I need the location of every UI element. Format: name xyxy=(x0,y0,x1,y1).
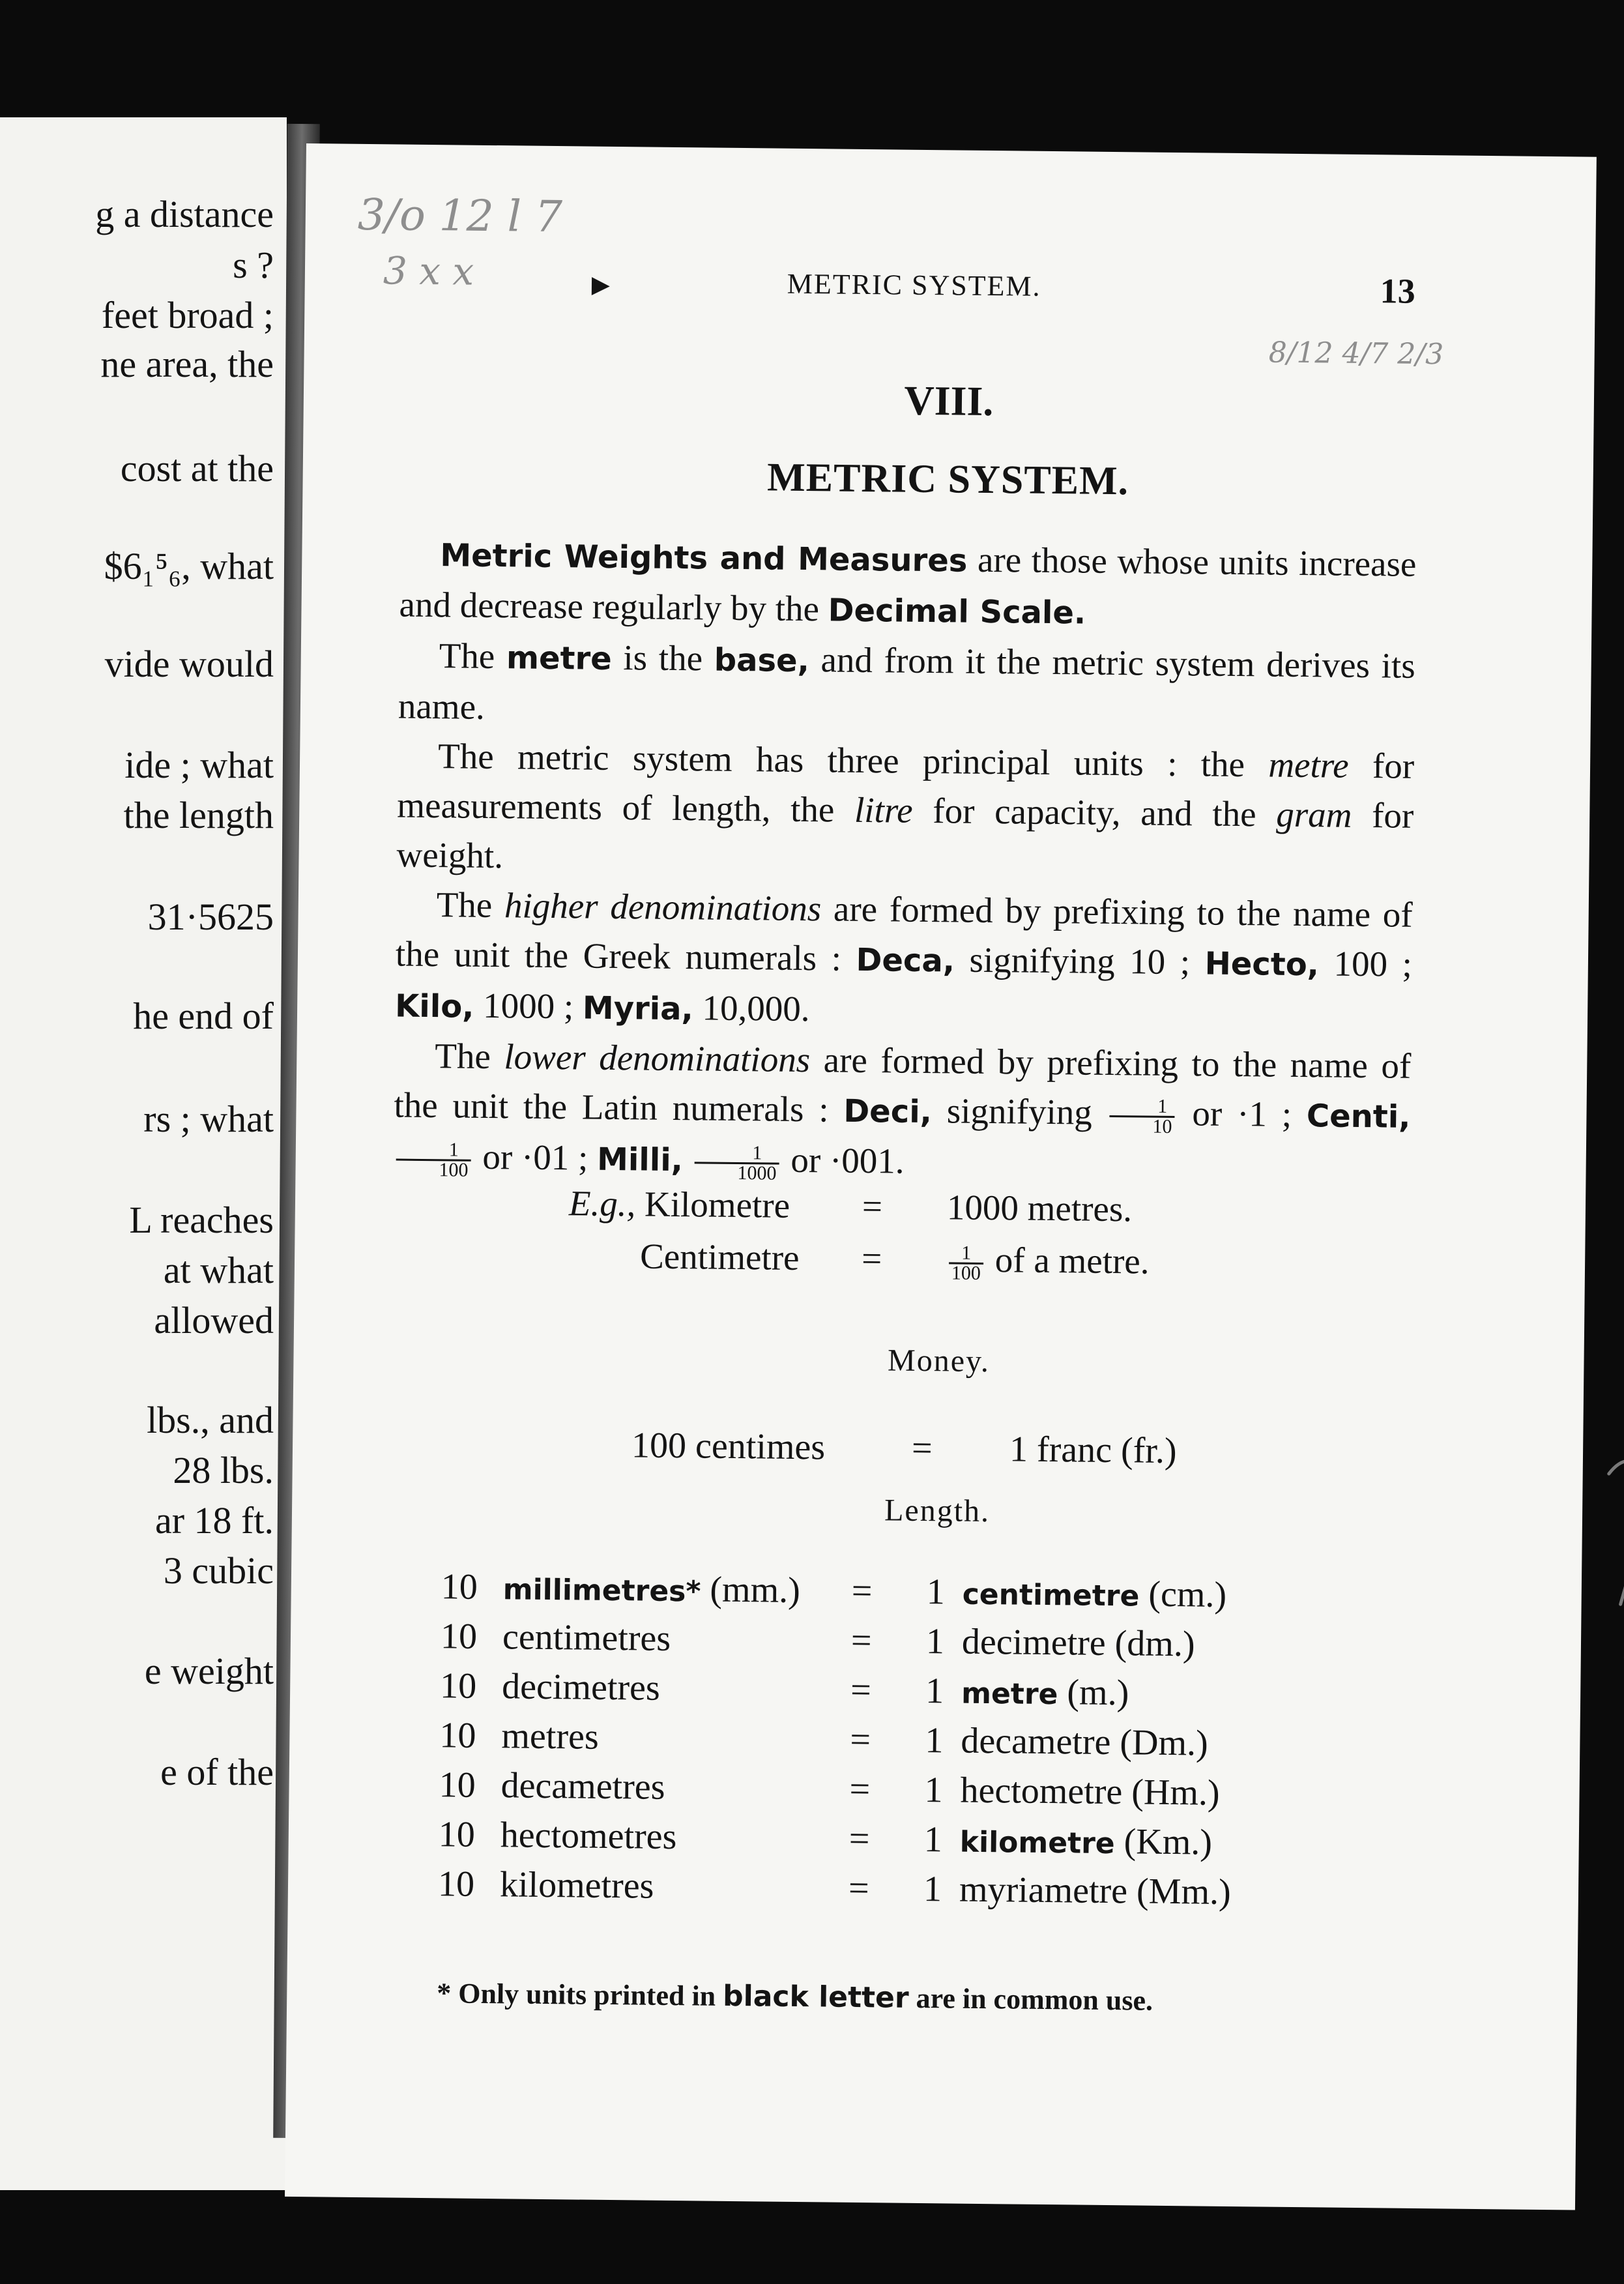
text-run: or ·001. xyxy=(781,1139,905,1181)
left-page-line: the length xyxy=(123,794,274,836)
length-cell-unit: decametre xyxy=(961,1720,1111,1763)
footnote xyxy=(437,1976,1153,2017)
length-cell-num: 10 xyxy=(438,1814,476,1855)
length-cell-from xyxy=(502,1616,671,1660)
page-title: METRIC SYSTEM. xyxy=(766,455,1129,504)
text-run: * Only units printed in xyxy=(437,1977,723,2012)
example-label: E.g., xyxy=(568,1183,636,1224)
bold-term: Decimal Scale. xyxy=(828,592,1086,632)
fraction xyxy=(1109,1097,1175,1136)
left-page-line: lbs., and xyxy=(147,1399,274,1441)
length-cell-one: 1 xyxy=(925,1621,945,1662)
handwritten-scribbles-margin xyxy=(1577,1435,1624,2024)
length-cell-eq: = xyxy=(850,1620,872,1662)
length-cell-eq: = xyxy=(850,1669,872,1711)
fraction-denominator: 100 xyxy=(439,1159,469,1181)
length-cell-unit: millimetres* xyxy=(502,1573,701,1609)
length-cell-num: 10 xyxy=(439,1715,476,1756)
bold-term: Deci, xyxy=(843,1092,933,1131)
length-cell-one: 1 xyxy=(925,1720,944,1761)
length-cell-abbr: (dm.) xyxy=(1105,1622,1195,1665)
printer-mark: ▸ xyxy=(591,263,611,304)
length-cell-abbr: (mm.) xyxy=(701,1569,801,1611)
text-run: The metric system has three principal units : the xyxy=(437,736,1269,785)
bold-term: black letter xyxy=(722,1979,909,2015)
paragraph-base xyxy=(398,631,1416,742)
text-run: are formed by prefixing to the name of the unit the Greek numerals : xyxy=(395,888,1414,978)
fraction xyxy=(694,1143,779,1182)
length-cell-eq: = xyxy=(851,1570,873,1612)
fraction-denominator: 1000 xyxy=(737,1162,777,1184)
left-page-line: 28 lbs. xyxy=(173,1449,274,1491)
length-cell-num: 10 xyxy=(437,1864,475,1905)
text-run: 100 ; xyxy=(1318,943,1413,984)
example-value: of a metre. xyxy=(994,1240,1150,1281)
length-cell-one: 1 xyxy=(924,1770,943,1811)
text-run: and from it the metric system derives its name. xyxy=(398,639,1416,727)
length-cell-eq: = xyxy=(848,1818,870,1860)
bold-term: base, xyxy=(714,641,810,680)
money-equals: = xyxy=(911,1428,933,1469)
length-cell-from xyxy=(500,1864,654,1907)
text-run: for weight. xyxy=(396,795,1414,876)
left-page-line: allowed xyxy=(154,1299,274,1341)
length-cell-unit: metres xyxy=(501,1716,600,1757)
length-cell-eq: = xyxy=(850,1719,871,1761)
length-cell-one: 1 xyxy=(923,1869,942,1910)
example-row-centimetre-value xyxy=(946,1238,1150,1284)
length-cell-from xyxy=(502,1566,800,1611)
left-page-line: ar 18 ft. xyxy=(155,1499,274,1542)
length-cell-num: 10 xyxy=(439,1665,477,1706)
length-cell-to xyxy=(962,1621,1195,1665)
length-cell-eq: = xyxy=(848,1867,869,1909)
length-cell-abbr: (m.) xyxy=(1058,1672,1129,1714)
length-cell-to xyxy=(959,1869,1231,1913)
length-cell-one: 1 xyxy=(926,1572,946,1613)
text-run: or ·1 ; xyxy=(1177,1093,1307,1135)
bold-term: Metric Weights and Measures xyxy=(440,537,968,579)
bold-term: Milli, xyxy=(596,1141,684,1179)
left-page-line: rs ; what xyxy=(143,1098,274,1140)
left-page-line: feet broad ; xyxy=(101,294,274,336)
bold-term: metre xyxy=(506,639,613,677)
length-cell-one: 1 xyxy=(925,1671,944,1712)
fraction-numerator: 1 xyxy=(949,1244,983,1265)
right-page xyxy=(285,143,1597,2210)
left-page-line: ide ; what xyxy=(124,744,274,786)
fraction-denominator: 100 xyxy=(951,1262,981,1284)
text-run: or ·01 ; xyxy=(473,1136,598,1178)
text-run: for measurements of length, the xyxy=(397,745,1415,830)
length-cell-to xyxy=(962,1572,1226,1616)
bold-term: Myria, xyxy=(582,989,694,1028)
running-title: METRIC SYSTEM. xyxy=(787,267,1041,302)
left-page-line: 3 cubic xyxy=(163,1549,274,1592)
fraction-numerator: 1 xyxy=(1110,1097,1175,1118)
length-cell-from xyxy=(500,1814,677,1858)
length-cell-from xyxy=(502,1665,660,1709)
length-table-row xyxy=(439,1665,1129,1714)
paragraph-higher-denominations xyxy=(395,880,1413,1042)
example-unit: Kilometre xyxy=(644,1184,790,1225)
text-run: The xyxy=(435,1036,504,1077)
body-text xyxy=(393,529,1416,1193)
bold-term: Kilo, xyxy=(394,988,474,1025)
fraction-denominator: 10 xyxy=(1152,1115,1172,1137)
length-cell-to xyxy=(961,1671,1129,1714)
handwritten-note-top-left: 3/o 12 l 7 xyxy=(357,189,563,242)
money-right: 1 franc (fr.) xyxy=(1009,1429,1177,1472)
page-number: 13 xyxy=(1380,271,1416,311)
left-page-line: L reaches xyxy=(129,1199,274,1241)
bold-term: Hecto, xyxy=(1204,945,1320,984)
text-run: 10,000. xyxy=(693,988,810,1029)
length-cell-unit: centimetres xyxy=(502,1617,671,1659)
money-left: 100 centimes xyxy=(631,1425,826,1468)
length-cell-to xyxy=(961,1720,1208,1764)
length-cell-unit: kilometre xyxy=(959,1825,1115,1861)
length-cell-unit: hectometre xyxy=(960,1770,1123,1813)
section-heading-money: Money. xyxy=(887,1343,991,1379)
length-cell-to xyxy=(960,1770,1220,1814)
length-cell-unit: decimetre xyxy=(961,1621,1107,1663)
length-cell-unit: centimetre xyxy=(962,1577,1140,1613)
length-cell-to xyxy=(959,1819,1212,1864)
length-cell-abbr: (Hm.) xyxy=(1122,1772,1220,1813)
left-page-line: at what xyxy=(163,1249,274,1291)
length-cell-unit: metre xyxy=(961,1676,1058,1712)
left-facing-page xyxy=(0,117,287,2190)
bold-term: Centi, xyxy=(1306,1098,1411,1135)
italic-term: gram xyxy=(1276,794,1352,835)
example-equals: = xyxy=(861,1238,882,1279)
left-page-line: ne area, the xyxy=(100,343,274,385)
left-page-line: cost at the xyxy=(120,447,274,490)
example-unit: Centimetre xyxy=(639,1236,800,1278)
italic-term: lower denominations xyxy=(504,1036,811,1080)
length-cell-from xyxy=(501,1715,599,1758)
chapter-number: VIII. xyxy=(904,377,994,425)
left-page-line: 31·5625 xyxy=(147,896,274,938)
text-run: signifying 10 ; xyxy=(954,939,1205,982)
left-page-line: he end of xyxy=(133,995,274,1037)
length-cell-num: 10 xyxy=(439,1764,476,1806)
text-run: for capacity, and the xyxy=(912,790,1277,834)
length-cell-abbr: (Mm.) xyxy=(1127,1871,1232,1913)
text-run: are formed by prefixing to the name of the unit the Latin numerals : xyxy=(394,1040,1412,1130)
text-run: are in common use. xyxy=(908,1982,1153,2017)
paragraph-definition xyxy=(399,529,1417,641)
paragraph-principal-units xyxy=(396,731,1414,890)
money-row xyxy=(631,1424,1177,1472)
left-page-line: e weight xyxy=(144,1650,274,1692)
handwritten-note-top-left-2: 3 x x xyxy=(383,248,474,294)
length-cell-abbr: (Km.) xyxy=(1114,1821,1213,1863)
italic-term: metre xyxy=(1268,744,1349,785)
example-equals: = xyxy=(862,1186,883,1227)
length-cell-unit: hectometres xyxy=(500,1815,677,1858)
length-table-row xyxy=(437,1863,1232,1913)
length-cell-num: 10 xyxy=(441,1566,478,1607)
paragraph-lower-denominations xyxy=(393,1031,1411,1192)
bold-term: Deca, xyxy=(856,941,955,980)
fraction-numerator: 1 xyxy=(396,1140,471,1161)
section-heading-length: Length. xyxy=(884,1493,991,1529)
text-run: 1000 ; xyxy=(474,985,583,1027)
length-cell-from xyxy=(500,1764,665,1808)
length-cell-abbr: (cm.) xyxy=(1139,1574,1227,1615)
italic-term: litre xyxy=(854,789,913,830)
text-run: The xyxy=(436,885,505,926)
length-cell-unit: decimetres xyxy=(501,1666,661,1708)
text-run: are those whose units increase and decrease regularly by the xyxy=(399,539,1417,629)
left-page-line: vide would xyxy=(104,643,274,685)
left-page-line: s ? xyxy=(233,244,274,286)
example-row-kilometre xyxy=(569,1182,790,1226)
italic-term: higher denominations xyxy=(504,885,822,929)
length-cell-eq: = xyxy=(849,1768,871,1810)
handwritten-fractions-top-right: 8/12 4/7 2/3 xyxy=(1268,336,1444,372)
length-cell-unit: kilometres xyxy=(499,1864,654,1907)
length-cell-num: 10 xyxy=(440,1616,478,1657)
text-run: is the xyxy=(611,637,715,679)
length-table-row xyxy=(439,1714,1209,1764)
length-cell-unit: decametres xyxy=(500,1765,665,1808)
text-run: The xyxy=(439,636,507,677)
length-table-row xyxy=(438,1813,1213,1863)
left-page-line: $6₁⁵₆, what xyxy=(104,545,274,587)
text-run: signifying xyxy=(931,1091,1107,1132)
length-cell-abbr: (Dm.) xyxy=(1110,1722,1209,1764)
left-page-line: g a distance xyxy=(95,193,274,235)
length-cell-one: 1 xyxy=(923,1819,943,1860)
length-cell-unit: myriametre xyxy=(959,1869,1128,1912)
example-value: 1000 metres. xyxy=(946,1187,1133,1229)
left-page-line: e of the xyxy=(160,1751,274,1793)
fraction xyxy=(396,1140,471,1179)
fraction xyxy=(949,1244,984,1283)
fraction-numerator: 1 xyxy=(695,1143,779,1164)
